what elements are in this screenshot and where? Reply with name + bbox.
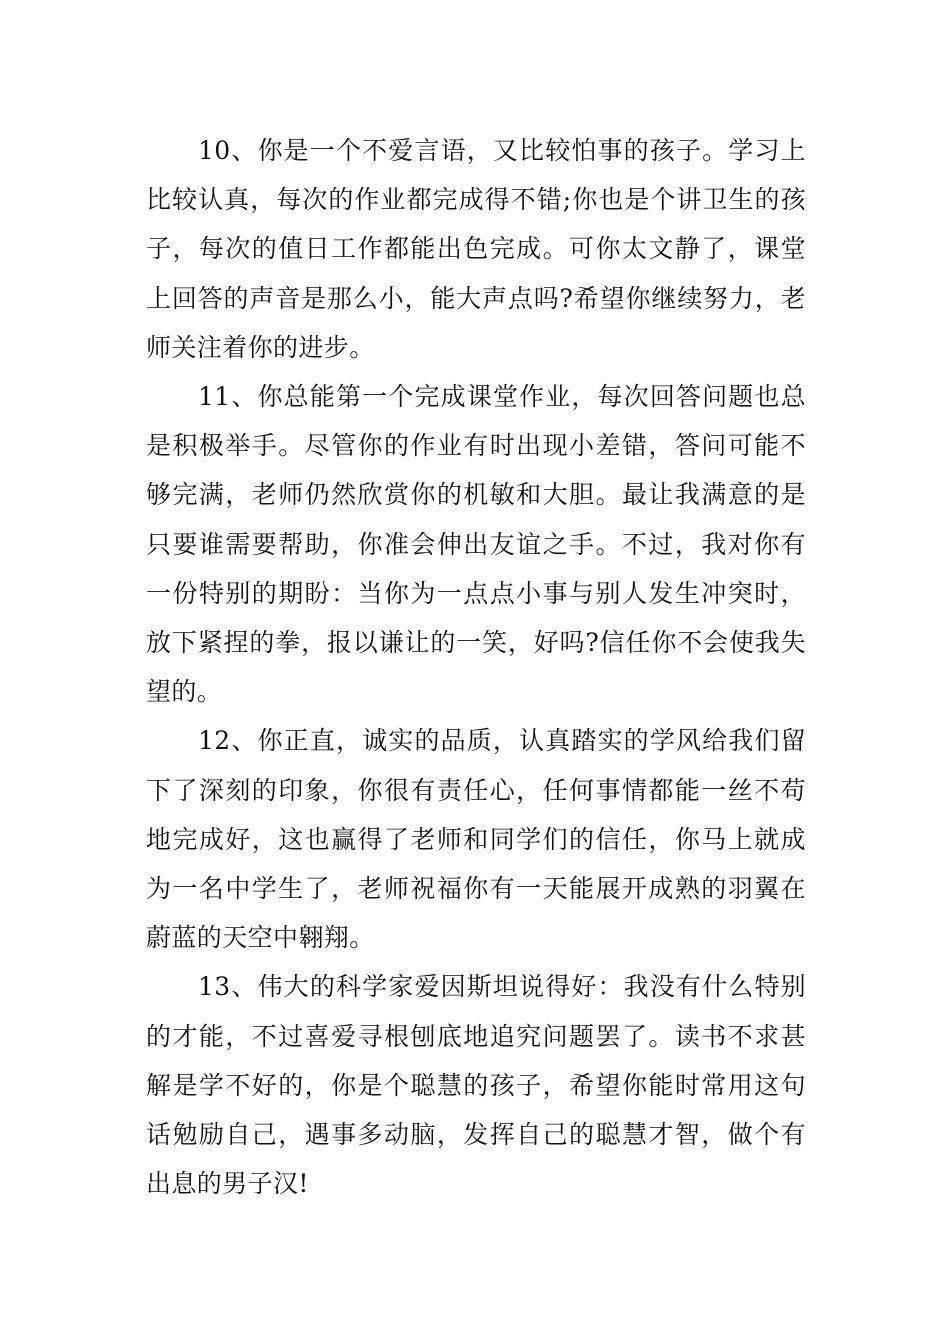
paragraph-10: 10、你是一个不爱言语，又比较怕事的孩子。学习上比较认真，每次的作业都完成得不错;你也是个讲卫生的孩子，每次的值日工作都能出色完成。可你太文静了，课堂上回答的声音是那么小，能大声点吗?希望你继续努力，老师关注着你的进步。 [146,136,806,362]
paragraph-12: 12、你正直，诚实的品质，认真踏实的学风给我们留下了深刻的印象，你很有责任心，任何事情都能一丝不苟地完成好，这也赢得了老师和同学们的信任，你马上就成为一名中学生了，老师祝福你有一天能展开成熟的羽翼在蔚蓝的天空中翱翔。 [146,726,806,953]
paragraph-11: 11、你总能第一个完成课堂作业，每次回答问题也总是积极举手。尽管你的作业有时出现小差错，答问可能不够完满，老师仍然欣赏你的机敏和大胆。最让我满意的是只要谁需要帮助，你准会伸出友谊之手。不过，我对你有一份特别的期盼：当你为一点点小事与别人发生冲突时，放下紧捏的拳，报以谦让的一笑，好吗?信任你不会使我失望的。 [146,382,806,707]
paragraph-13: 13、伟大的科学家爱因斯坦说得好：我没有什么特别的才能，不过喜爱寻根刨底地追究问题罢了。读书不求甚解是学不好的，你是个聪慧的孩子，希望你能时常用这句话勉励自己，遇事多动脑，发挥自己的聪慧才智，做个有出息的男子汉! [146,972,806,1199]
document-page [146,126,806,1208]
